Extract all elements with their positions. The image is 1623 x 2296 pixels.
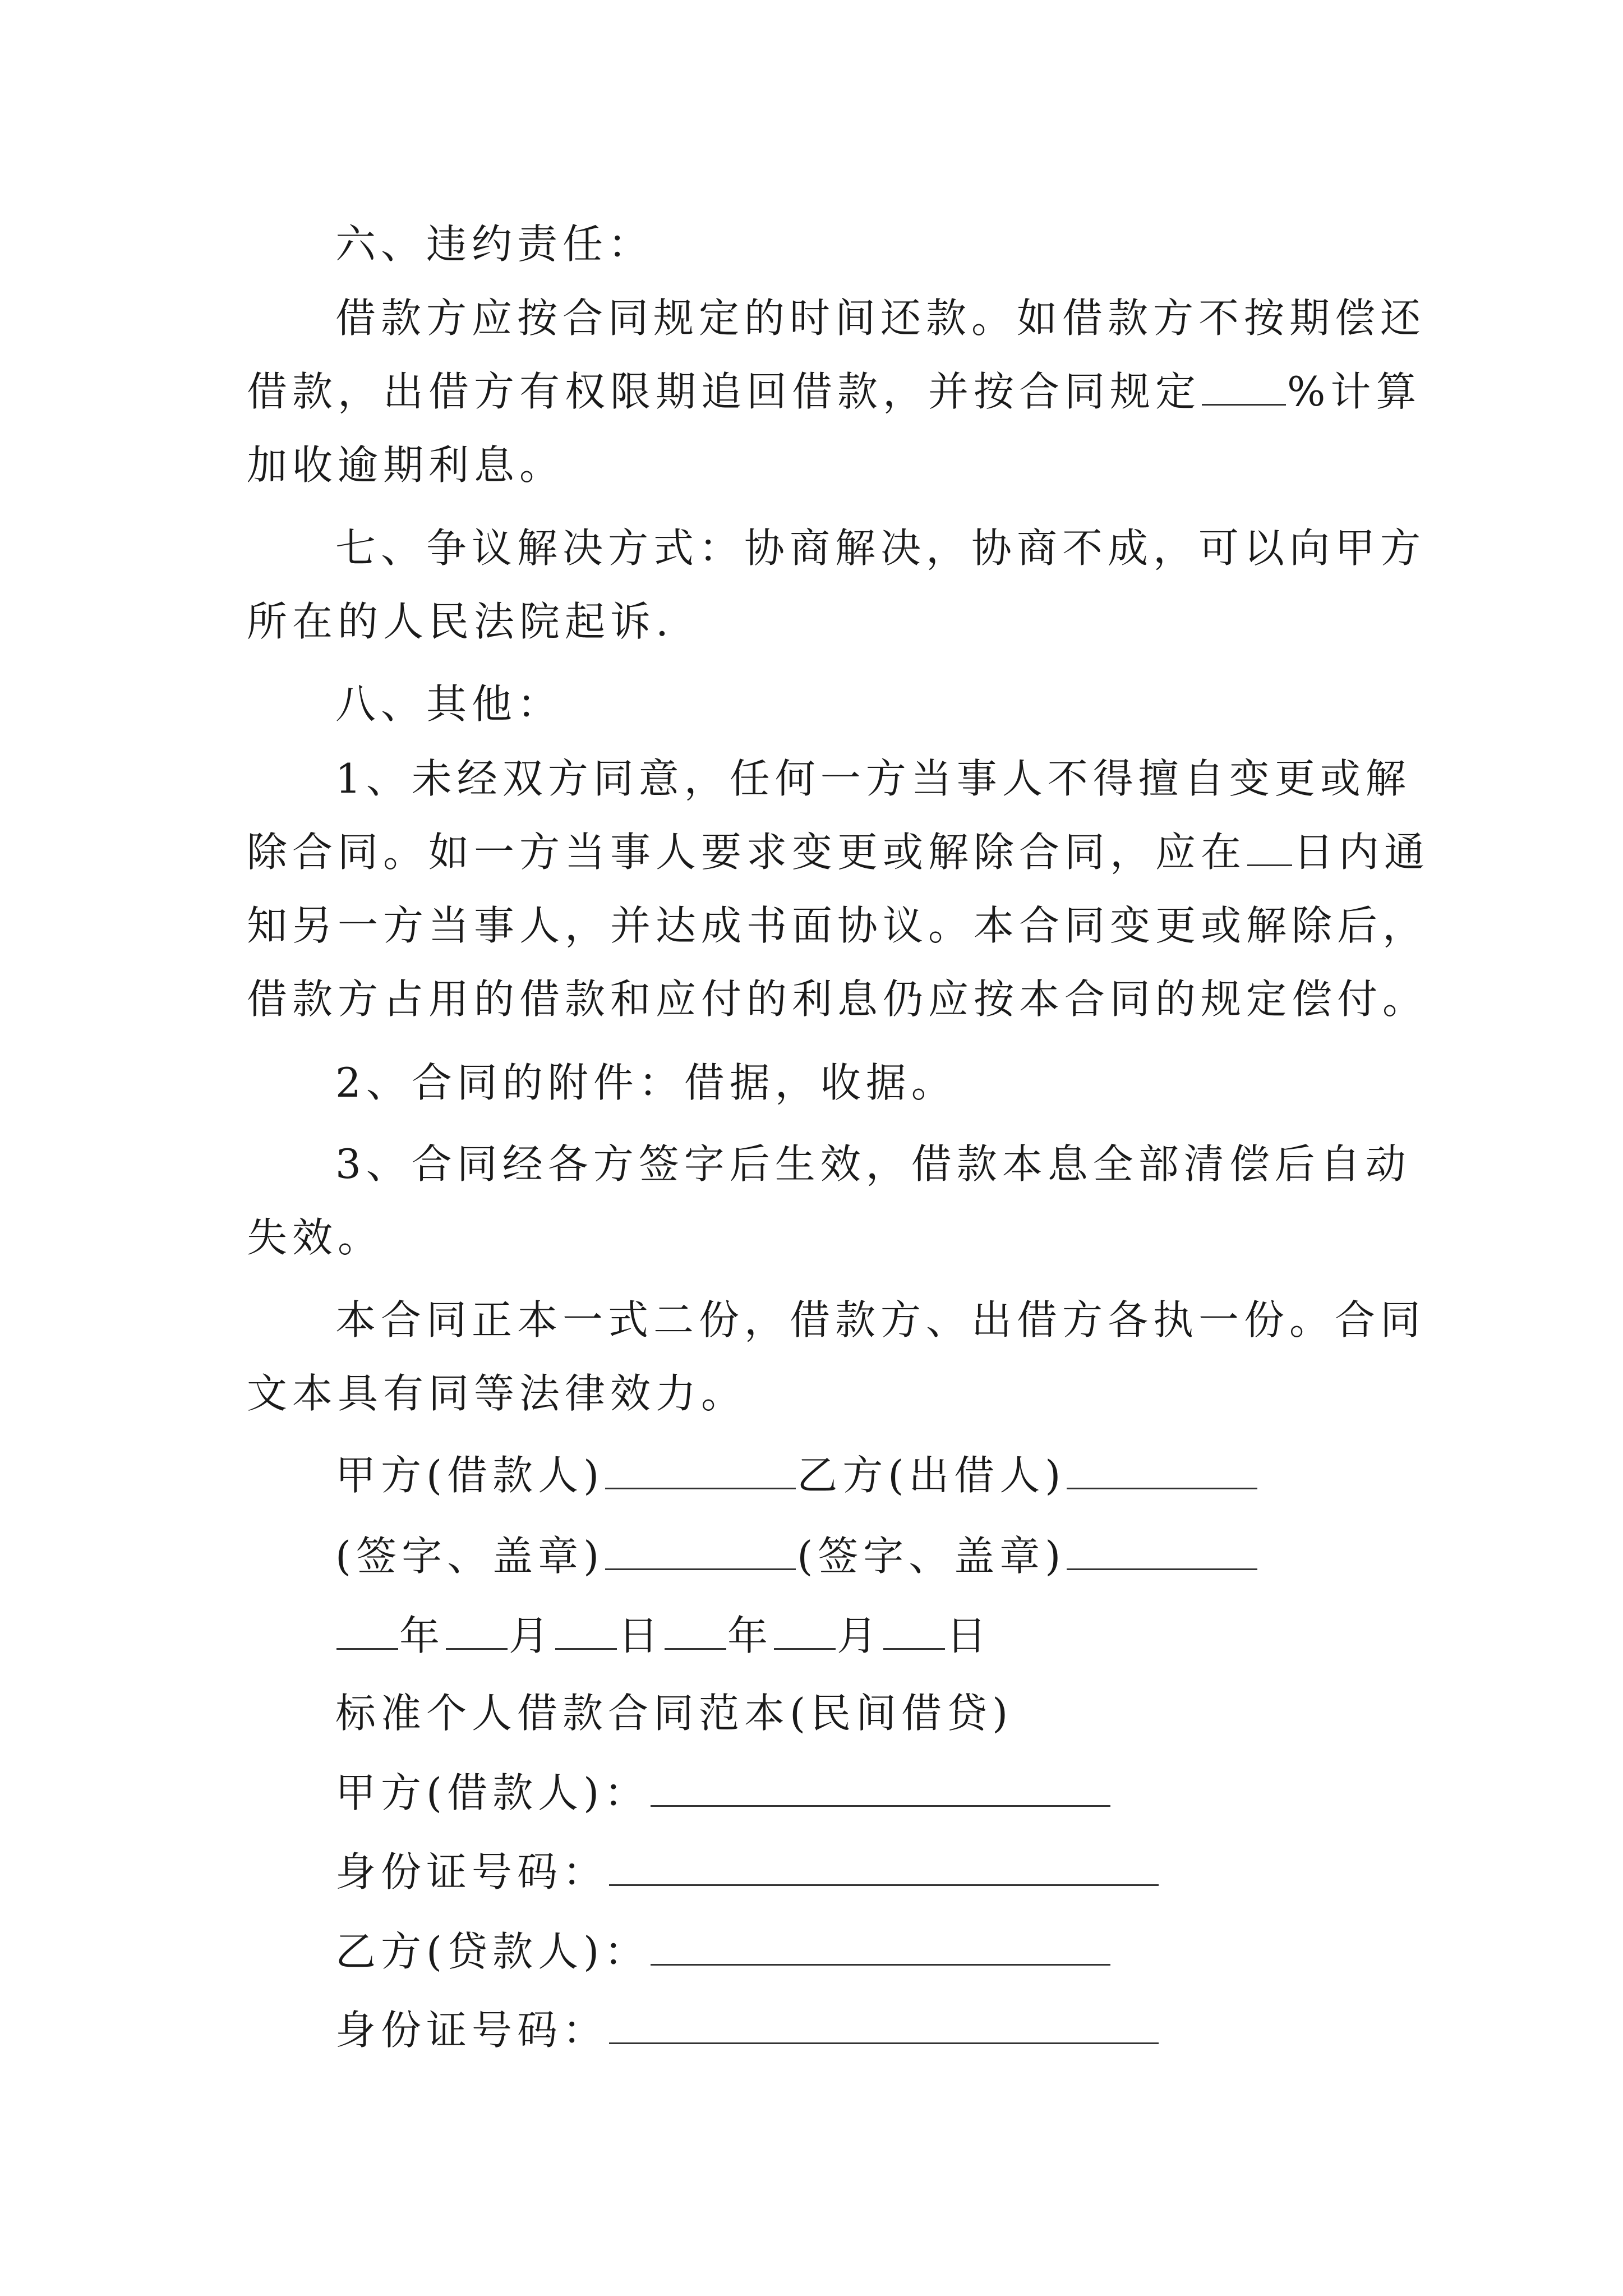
section-8-item-2: 2、合同的附件：借据，收据。 bbox=[335, 1059, 957, 1106]
signature-seal-row bbox=[335, 1528, 1258, 1584]
template-title: 标准个人借款合同范本(民间借贷) bbox=[335, 1690, 1013, 1737]
template-party-b-row bbox=[335, 1924, 1112, 1980]
year-label-b: 年 bbox=[727, 1612, 773, 1659]
section-7-line-1: 七、争议解决方式：协商解决，协商不成，可以向甲方 bbox=[335, 524, 1426, 572]
template-id-b-label: 身份证号码： bbox=[335, 2007, 608, 2054]
sign-a-blank bbox=[605, 1535, 796, 1570]
template-party-a-label: 甲方(借款人)： bbox=[335, 1769, 650, 1816]
template-id-a-label: 身份证号码： bbox=[335, 1848, 608, 1895]
section-6-text: 借款，出借方有权限期追回借款，并按合同规定 bbox=[247, 368, 1201, 415]
sign-a-label: (签字、盖章) bbox=[335, 1533, 605, 1580]
party-b-label: 乙方(出借人) bbox=[797, 1452, 1066, 1499]
year-blank-b bbox=[665, 1614, 726, 1650]
section-6-paragraph-line-3: 加收逾期利息。 bbox=[247, 441, 565, 489]
rate-blank bbox=[1202, 370, 1286, 406]
template-party-a-row bbox=[335, 1765, 1112, 1821]
section-6-paragraph-line-1: 借款方应按合同规定的时间还款。如借款方不按期偿还 bbox=[335, 295, 1426, 342]
section-8-item-1-line-3: 知另一方当事人，并达成书面协议。本合同变更或解除后， bbox=[247, 902, 1428, 949]
section-6-paragraph-line-2 bbox=[247, 364, 1421, 420]
year-label-a: 年 bbox=[399, 1612, 445, 1659]
section-8-item-3-line-2: 失效。 bbox=[247, 1214, 384, 1261]
year-blank-a bbox=[336, 1614, 398, 1650]
section-7-line-2: 所在的人民法院起诉. bbox=[247, 598, 674, 645]
section-6-text-suffix: %计算 bbox=[1287, 368, 1422, 415]
sign-b-label: (签字、盖章) bbox=[797, 1533, 1066, 1580]
signature-date-row bbox=[335, 1608, 992, 1664]
section-8-heading: 八、其他： bbox=[335, 680, 563, 728]
party-a-label: 甲方(借款人) bbox=[335, 1452, 605, 1499]
section-8-item-3-line-1: 3、合同经各方签字后生效，借款本息全部清偿后自动 bbox=[335, 1140, 1411, 1188]
template-party-b-label: 乙方(贷款人)： bbox=[335, 1928, 650, 1975]
template-party-a-blank bbox=[651, 1772, 1110, 1807]
template-id-a-blank bbox=[609, 1851, 1159, 1886]
item-1-text: 除合同。如一方当事人要求变更或解除合同，应在 bbox=[247, 829, 1247, 876]
template-id-b-row bbox=[335, 2002, 1160, 2058]
signature-parties-row bbox=[335, 1447, 1258, 1503]
day-blank-a bbox=[555, 1614, 617, 1650]
section-8-item-1-line-4: 借款方占用的借款和应付的利息仍应按本合同的规定偿付。 bbox=[247, 976, 1428, 1023]
month-blank-b bbox=[774, 1614, 836, 1650]
party-b-blank bbox=[1067, 1454, 1257, 1489]
day-label-a: 日 bbox=[618, 1612, 664, 1659]
section-8-item-1-line-1: 1、未经双方同意，任何一方当事人不得擅自变更或解 bbox=[335, 755, 1411, 802]
month-blank-a bbox=[446, 1614, 508, 1650]
template-party-b-blank bbox=[651, 1930, 1110, 1966]
item-1-text-suffix: 日内通 bbox=[1293, 829, 1430, 876]
copies-line-1: 本合同正本一式二份，借款方、出借方各执一份。合同 bbox=[335, 1296, 1426, 1343]
days-blank bbox=[1247, 831, 1292, 866]
copies-line-2: 文本具有同等法律效力。 bbox=[247, 1370, 747, 1417]
day-blank-b bbox=[883, 1614, 945, 1650]
party-a-blank bbox=[605, 1454, 796, 1489]
template-id-a-row bbox=[335, 1844, 1160, 1900]
sign-b-blank bbox=[1067, 1535, 1257, 1570]
month-label-b: 月 bbox=[837, 1612, 883, 1659]
section-8-item-1-line-2 bbox=[247, 824, 1430, 880]
template-id-b-blank bbox=[609, 2009, 1159, 2044]
month-label-a: 月 bbox=[509, 1612, 555, 1659]
day-label-b: 日 bbox=[946, 1612, 992, 1659]
section-6-heading: 六、违约责任： bbox=[335, 220, 654, 268]
